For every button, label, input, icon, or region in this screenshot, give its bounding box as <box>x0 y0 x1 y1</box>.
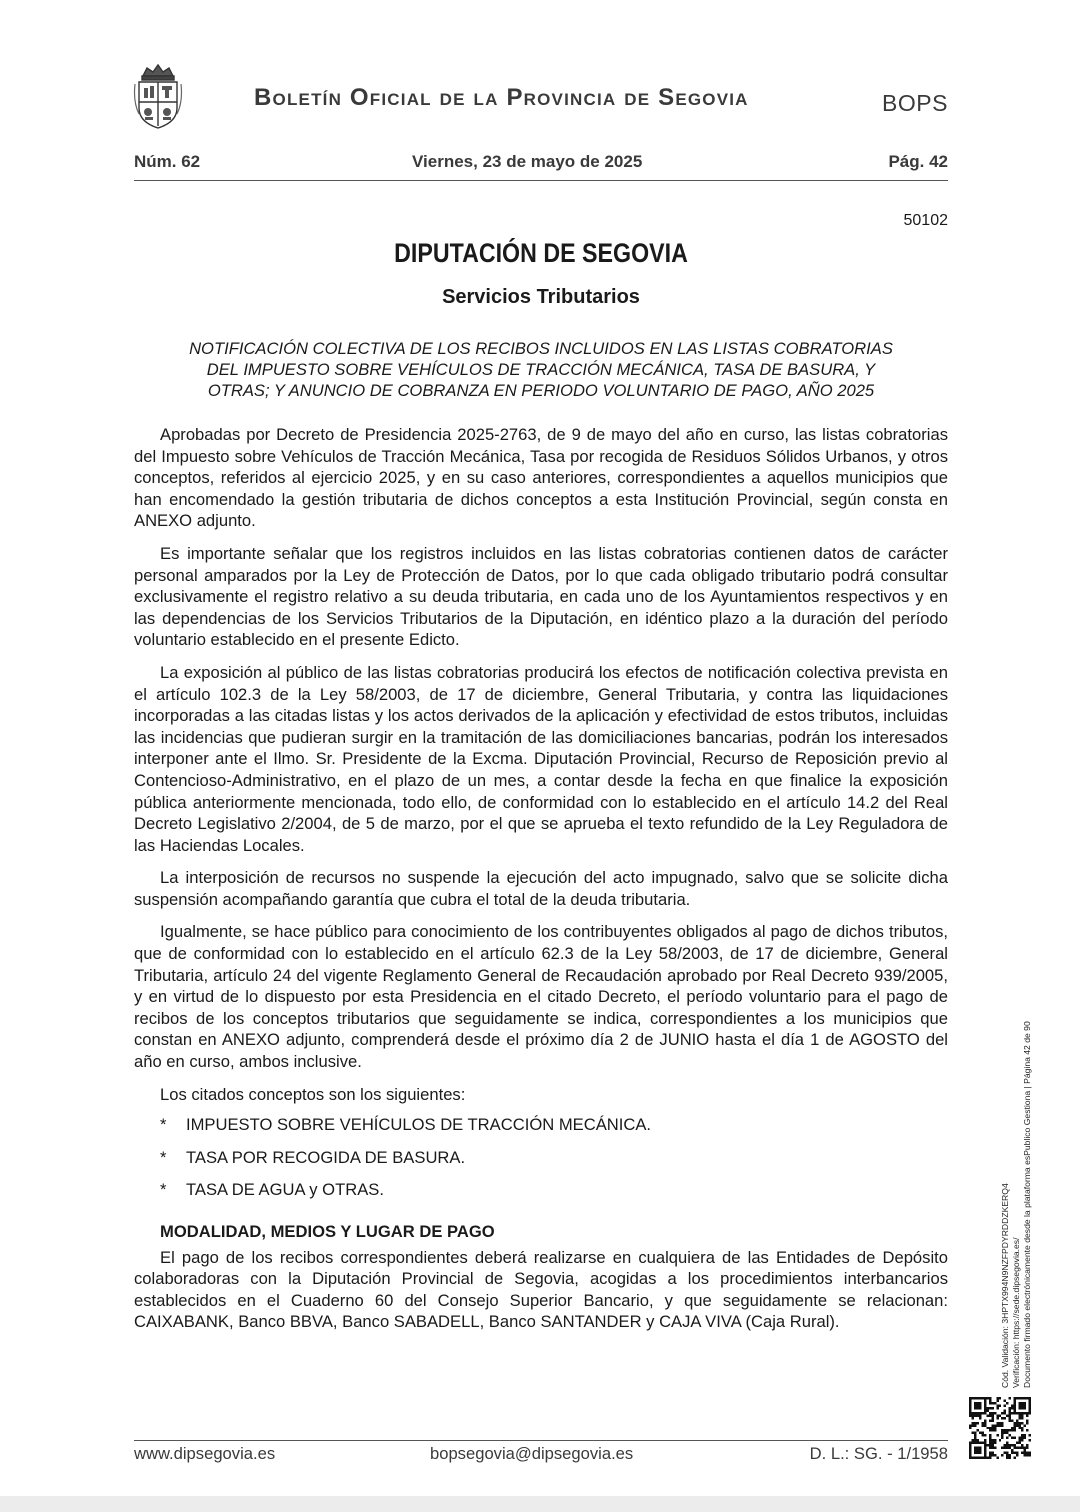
headline-line: DEL IMPUESTO SOBRE VEHÍCULOS DE TRACCIÓN MECÁNICA, TASA DE BASURA, Y <box>206 360 876 379</box>
validation-stamp <box>1000 908 1033 1388</box>
website-link[interactable]: www.dipsegovia.es <box>134 1444 276 1463</box>
signature-note: Documento firmado electrónicamente desde la plataforma esPublico Gestiona | Página 42 de 90 <box>1022 1021 1032 1388</box>
concept-label: TASA POR RECOGIDA DE BASURA. <box>186 1147 466 1167</box>
journal-title: Boletín Oficial de la Provincia de Segovia <box>254 84 749 111</box>
verification-url: Verificación: https://sede.dipsegovia.es/ <box>1011 1237 1021 1388</box>
concept-label: IMPUESTO SOBRE VEHÍCULOS DE TRACCIÓN MECÁNICA. <box>186 1115 652 1135</box>
service-subtitle: Servicios Tributarios <box>442 286 640 308</box>
body-paragraph: Aprobadas por Decreto de Presidencia 2025-2763, de 9 de mayo del año en curso, las listas cobratorias del Impuesto sobre Vehículos de Tracción Mecánica, Tasa por recogida de Residuos Sólidos Urbanos, y otros conceptos, referidos al ejercicio 2025, y en su caso anteriores, correspondientes a aquellos municipios que han encomendado la gestión tributaria de dichos conceptos a esta Institución Provincial, según consta en ANEXO adjunto. <box>134 425 948 531</box>
concept-label: TASA DE AGUA y OTRAS. <box>186 1180 384 1200</box>
qr-code-icon[interactable] <box>969 1397 1031 1459</box>
organization-title: DIPUTACIÓN DE SEGOVIA <box>394 238 688 268</box>
bullet-star: * <box>160 1147 167 1167</box>
segovia-crest-icon <box>133 62 183 130</box>
headline-line: NOTIFICACIÓN COLECTIVA DE LOS RECIBOS INCLUIDOS EN LAS LISTAS COBRATORIAS <box>189 339 893 358</box>
page-number: Pág. 42 <box>888 152 948 171</box>
body-paragraph: Igualmente, se hace público para conocimiento de los contribuyentes obligados al pago de dichos tributos, que de conformidad con lo establecido en el artículo 62.3 de la Ley 58/2003, de 17 de diciembre, General Tributaria, artículo 24 del vigente Reglamento General de Recaudación aprobado por Real Decreto 939/2005, y en virtud de lo dispuesto por esta Presidencia en el citado Decreto, el período voluntario para el pago de recibos de los conceptos tributarios que seguidamente se indica, correspondientes a los municipios que constan en ANEXO adjunto, comprenderá desde el próximo día 2 de JUNIO hasta el día 1 de AGOSTO del año en curso, ambos inclusive. <box>134 922 948 1072</box>
notice-body <box>134 424 948 1344</box>
section-heading: MODALIDAD, MEDIOS Y LUGAR DE PAGO <box>160 1222 495 1241</box>
issue-number: Núm. 62 <box>134 152 201 171</box>
list-item <box>134 1147 948 1169</box>
body-paragraph: La interposición de recursos no suspende la ejecución del acto impugnado, salvo que se solicite dicha suspensión acompañando garantía que cubra el total de la deuda tributaria. <box>134 868 948 909</box>
bottom-band <box>0 1496 1080 1512</box>
page-footer <box>134 1444 948 1466</box>
payment-paragraph: El pago de los recibos correspondientes deberá realizarse en cualquiera de las Entidades de Depósito colaboradoras con la Diputación Provincial de Segovia, acogidas a los procedimientos interbancarios establecidos en el Cuaderno 60 del Consejo Superior Bancario, y que seguidamente se relacionan: CAIXABANK, Banco BBVA, Banco SABADELL, Banco SANTANDER y CAJA VIVA (Caja Rural). <box>134 1247 948 1332</box>
validation-code: Cód. Validación: 3HPTX994N9NZFPDYRDDZKERQ4 <box>1000 1183 1010 1388</box>
legal-deposit: D. L.: SG. - 1/1958 <box>809 1444 948 1463</box>
body-paragraph: La exposición al público de las listas cobratorias producirá los efectos de notificación colectiva prevista en el artículo 102.3 de la Ley 58/2003, de 17 de diciembre, General Tributaria, y contra las liquidaciones incorporadas a las citadas listas y los actos derivados de la aplicación y efectividad de estos tributos, incluidas las incidencias que pudieran surgir en la tramitación de las domiciliaciones bancarias, podrán los interesados interponer ante el Ilmo. Sr. Presidente de la Excma. Diputación Provincial, Recurso de Reposición previo al Contencioso-Administrativo, en el plazo de un mes, a contar desde la fecha en que finalice la exposición pública anteriormente mencionada, todo ello, de conformidad con lo establecido en el artículo 14.2 del Real Decreto Legislativo 2/2004, de 5 de marzo, por el que se aprueba el texto refundido de la Ley Reguladora de las Haciendas Locales. <box>134 662 948 855</box>
bullet-star: * <box>160 1180 167 1200</box>
headline-line: OTRAS; Y ANUNCIO DE COBRANZA EN PERIODO VOLUNTARIO DE PAGO, AÑO 2025 <box>207 381 875 400</box>
list-item <box>134 1114 948 1136</box>
body-paragraph: Es importante señalar que los registros incluidos en las listas cobratorias contienen datos de carácter personal amparados por la Ley de Protección de Datos, por lo que cada obligado tributario podrá consultar exclusivamente el registro relativo a su deuda tributaria, en cada uno de los Ayuntamientos respectivos y en las dependencias de los Servicios Tributarios de la Diputación, en idéntico plazo a la duración del período voluntario establecido en el presente Edicto. <box>134 543 948 650</box>
header-divider <box>134 180 948 181</box>
email-link[interactable]: bopsegovia@dipsegovia.es <box>430 1444 634 1463</box>
concepts-intro: Los citados conceptos son los siguientes: <box>160 1084 466 1104</box>
notice-headline <box>134 338 948 401</box>
bullet-star: * <box>160 1115 167 1135</box>
issue-meta-row <box>134 152 948 176</box>
notice-reference: 50102 <box>903 212 948 229</box>
journal-acronym: BOPS <box>882 90 948 116</box>
concepts-list <box>134 1114 948 1201</box>
list-item <box>134 1179 948 1201</box>
issue-date: Viernes, 23 de mayo de 2025 <box>412 152 643 171</box>
footer-divider <box>134 1440 948 1441</box>
